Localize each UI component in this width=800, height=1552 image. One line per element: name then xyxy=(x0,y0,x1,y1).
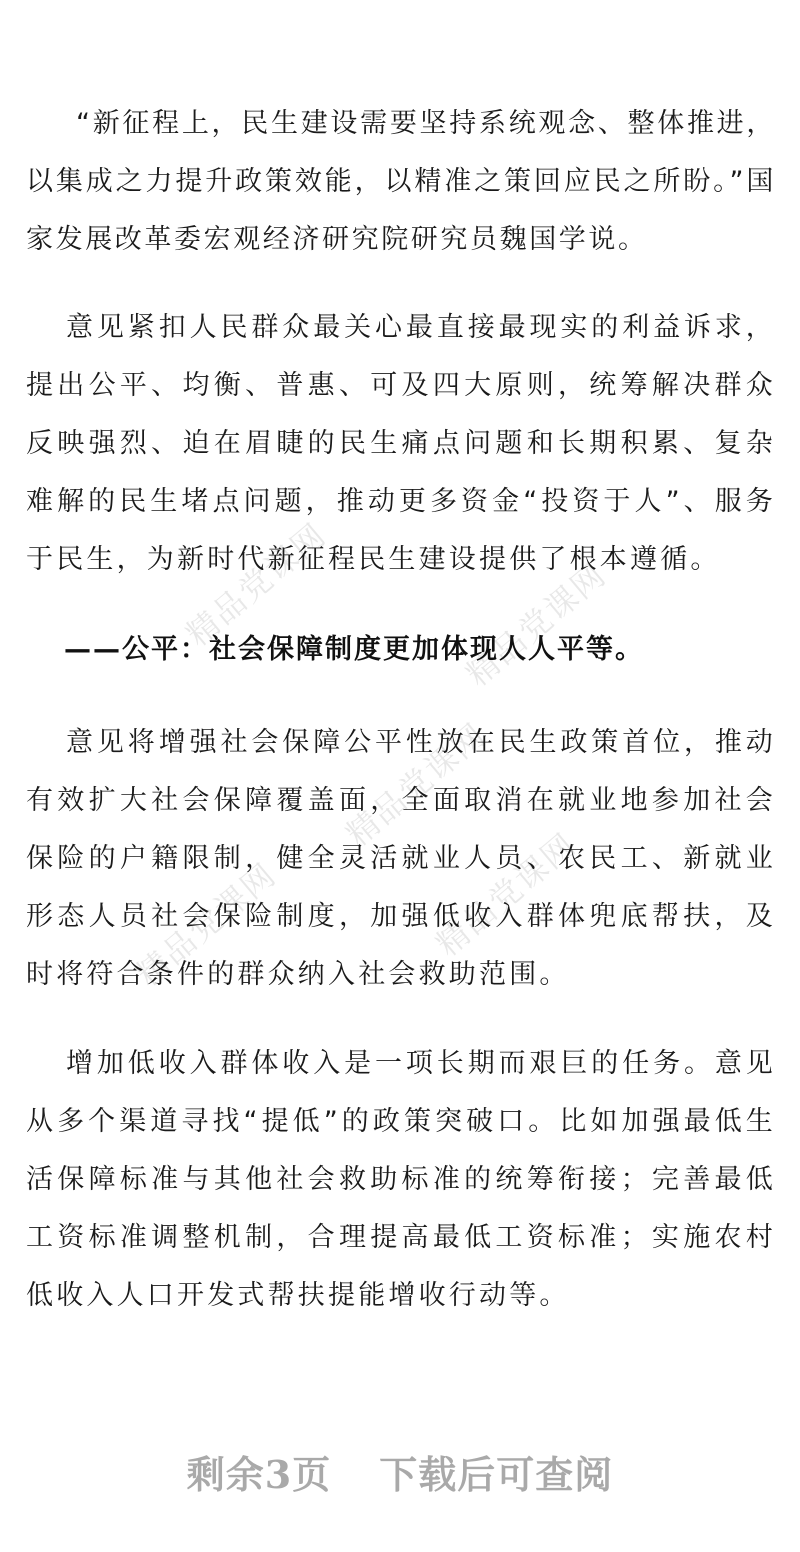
watermark: 精品党课网 xyxy=(128,855,284,994)
watermark: 精品党课网 xyxy=(178,515,334,654)
section-heading-fairness: ——公平：社会保障制度更加体现人人平等。 xyxy=(64,634,644,665)
paragraph-low-income: 增加低收入群体收入是一项长期而艰巨的任务。意见从多个渠道寻找“提低”的政策突破口。比如加强最低生活保障标准与其他社会救助标准的统筹衔接；完善最低工资标准调整机制，合理提高最低工资标准；实施农村低收入人口开发式帮扶提能增收行动等。 xyxy=(26,1048,776,1311)
watermark: 精品党课网 xyxy=(338,715,494,854)
paragraph-opinion-summary: 意见紧扣人民群众最关心最直接最现实的利益诉求，提出公平、均衡、普惠、可及四大原则，统筹解决群众反映强烈、迫在眉睫的民生痛点问题和长期积累、复杂难解的民生堵点问题，推动更多资金“投资于人”、服务于民生，为新时代新征程民生建设提供了根本遵循。 xyxy=(26,312,776,575)
remaining-pages-text: 剩余3页 xyxy=(186,1452,332,1497)
download-prompt[interactable] xyxy=(0,1440,800,1510)
watermark: 精品党课网 xyxy=(428,825,584,964)
paragraph-quote: “新征程上，民生建设需要坚持系统观念、整体推进，以集成之力提升政策效能，以精准之策回应民之所盼。”国家发展改革委宏观经济研究院研究员魏国学说。 xyxy=(26,108,776,255)
download-to-view-text: 下载后可查阅 xyxy=(379,1452,614,1497)
watermark: 精品党课网 xyxy=(458,555,614,694)
paragraph-social-security: 意见将增强社会保障公平性放在民生政策首位，推动有效扩大社会保障覆盖面，全面取消在就业地参加社会保险的户籍限制，健全灵活就业人员、农民工、新就业形态人员社会保险制度，加强低收入群体兜底帮扶，及时将符合条件的群众纳入社会救助范围。 xyxy=(26,727,776,990)
